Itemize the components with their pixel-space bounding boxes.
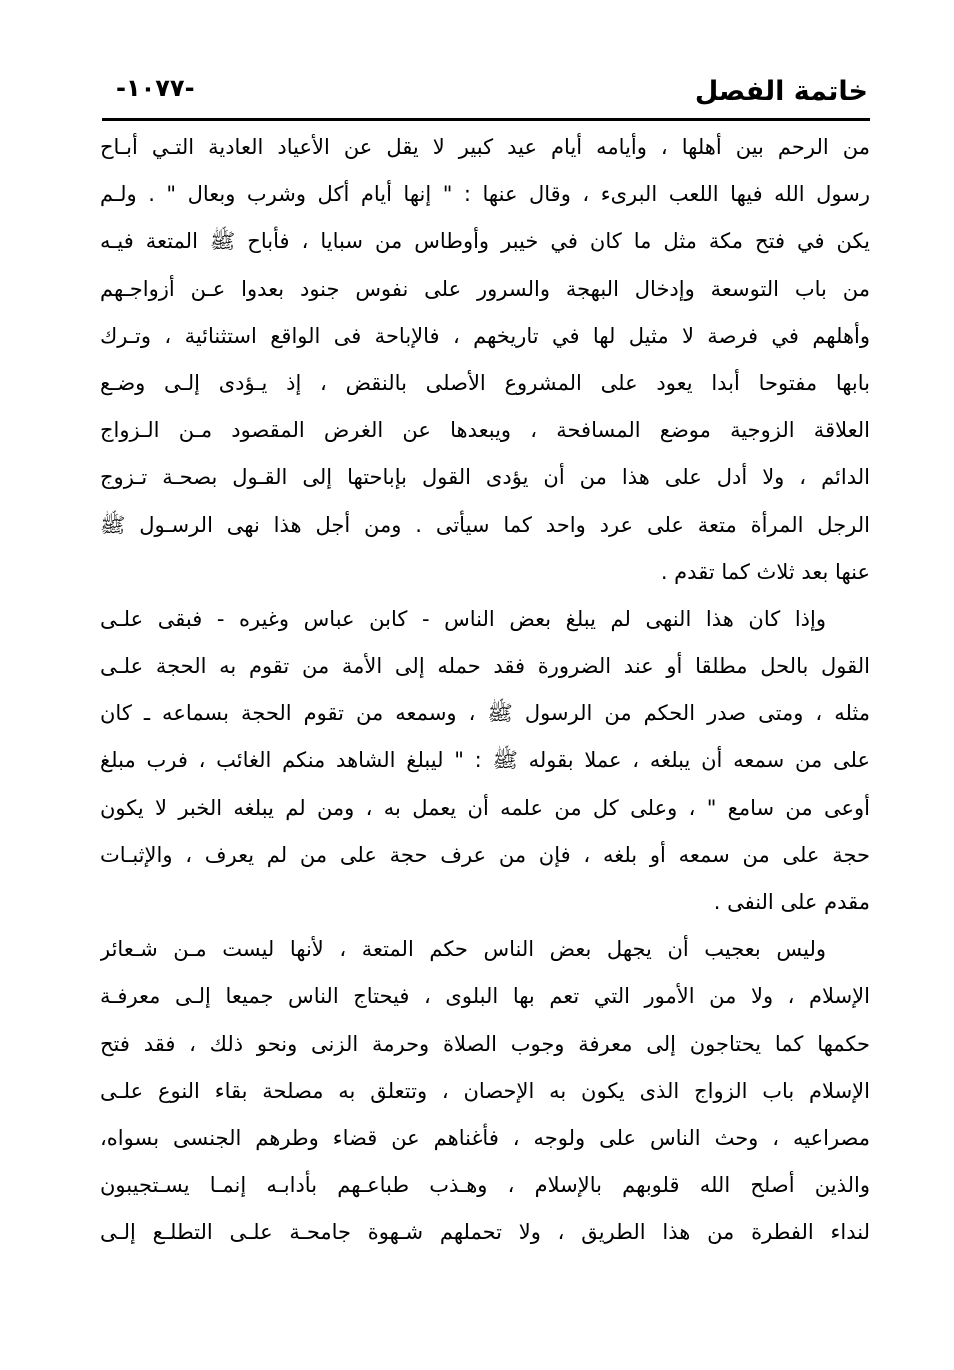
text-line: الدائم ، ولا أدل على هذا من أن يؤدى القول بإباحتها إلى القـول بصحـة تـزوج	[100, 465, 870, 490]
text-line: الإسلام ، ولا من الأمور التي تعم بها البلوى ، فيحتاج الناس جميعا إلـى معرفـة	[100, 984, 870, 1009]
text-line: من باب التوسعة وإدخال البهجة والسرور على نفوس جنود بعدوا عـن أزواجـهم	[100, 276, 870, 301]
text-line: بابها مفتوحا أبدا يعود على المشروع الأصلى بالنقض ، إذ يـؤدى إلـى وضـع	[100, 370, 870, 395]
page-number: -١٠٧٧-	[116, 74, 195, 102]
text-line: مثله ، ومتى صدر الحكم من الرسول ﷺ ، وسمعه من تقوم الحجة بسماعه ـ كان	[100, 701, 870, 726]
text-line: أوعى من سامع " ، وعلى كل من علمه أن يعمل به ، ومن لم يبلغه الخبر لا يكون	[100, 795, 870, 820]
text-line: رسول الله فيها اللعب البرىء ، وقال عنها : " إنها أيام أكل وشرب وبعال " . ولـم	[100, 182, 870, 207]
chapter-title: خاتمة الفصل	[694, 76, 868, 107]
text-line: مصراعيه ، وحث الناس على ولوجه ، فأغناهم عن قضاء وطرهم الجنسى بسواه،	[100, 1125, 870, 1150]
text-line: العلاقة الزوجية موضع المسافحة ، ويبعدها عن الغرض المقصود مـن الـزواج	[100, 418, 870, 443]
text-line: القول بالحل مطلقا أو عند الضرورة فقد حمله إلى الأمة من تقوم به الحجة علـى	[100, 654, 870, 679]
text-line: حكمها كما يحتاجون إلى معرفة وجوب الصلاة وحرمة الزنى ونحو ذلك ، فقد فتح	[100, 1031, 870, 1056]
text-line: عنها بعد ثلاث كما تقدم .	[660, 559, 870, 584]
text-line: على من سمعه أن يبلغه ، عملا بقوله ﷺ : " ليبلغ الشاهد منكم الغائب ، فرب مبلغ	[100, 748, 870, 773]
text-line: من الرحم بين أهلها ، وأيامه أيام عيد كبير لا يقل عن الأعياد العادية التـي أبـاح	[100, 135, 870, 159]
text-line: وأهلهم في فرصة لا مثيل لها في تاريخهم ، فالإباحة فى الواقع استثنائية ، وتـرك	[100, 323, 870, 348]
text-line: حجة على من سمعه أو بلغه ، فإن من عرف حجة على من لم يعرف ، والإثبـات	[100, 842, 870, 867]
text-line: الإسلام باب الزواج الذى يكون به الإحصان ، وتتعلق به مصلحة بقاء النوع علـى	[100, 1078, 870, 1103]
text-line: وإذا كان هذا النهى لم يبلغ بعض الناس - كابن عباس وغيره - فبقى علـى	[100, 606, 826, 631]
text-line: الرجل المرأة متعة على عرد واحد كما سيأتى . ومن أجل هذا نهى الرسـول ﷺ	[100, 512, 870, 537]
text-line: وليس بعجيب أن يجهل بعض الناس حكم المتعة ، لأنها ليست مـن شـعائر	[100, 937, 826, 962]
text-line: مقدم على النفى .	[713, 890, 870, 914]
body-text	[100, 124, 870, 1257]
page-header	[102, 68, 870, 121]
text-line: والذين أصلح الله قلوبهم بالإسلام ، وهـذب طباعـهم بأدابـه إنمـا يسـتجيبون	[100, 1173, 870, 1198]
text-line: لنداء الفطرة من هذا الطريق ، ولا تحملهم شـهوة جامحـة علـى التطلـع إلـى	[100, 1220, 870, 1245]
text-line: يكن في فتح مكة مثل ما كان في خيبر وأوطاس من سبايا ، فأباح ﷺ المتعة فيـه	[100, 229, 870, 254]
